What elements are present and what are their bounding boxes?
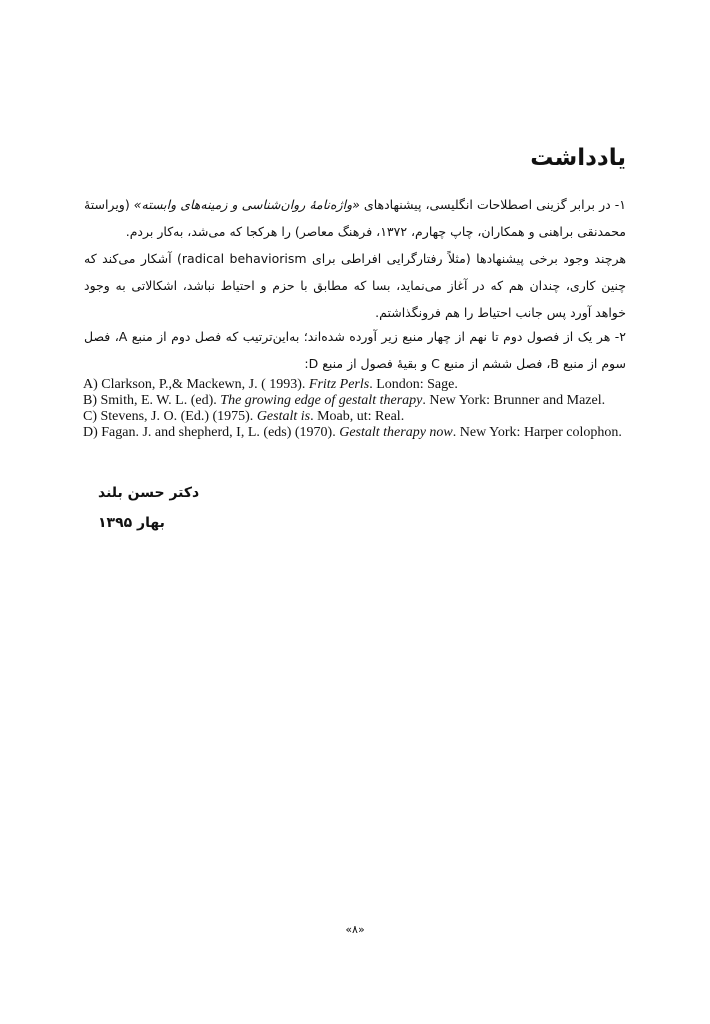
note-1-dictionary-title: «واژه‌نامهٔ روان‌شناسی و زمینه‌های وابسته» [133,197,360,212]
note-1-paragraph-2 [84,245,626,326]
reference-a-pre: A) Clarkson, P.,& Mackewn, J. ( 1993). [83,377,309,392]
reference-c-title: Gestalt is [256,409,311,424]
reference-c-pre: C) Stevens, J. O. (Ed.) (1975). [83,409,257,424]
reference-list [83,377,627,441]
page-number: «۸» [345,923,365,936]
reference-b-title: The growing edge of gestalt therapy [220,393,423,408]
note-2-paragraph: ۲- هر یک از فصول دوم تا نهم از چهار منبع زیر آورده شده‌اند؛ به‌این‌ترتیب که فصل دوم از منبع A، فصل سوم از منبع B، فصل ششم از منبع C و بقیهٔ فصول از منبع D: [84,329,626,371]
note-2 [84,323,626,377]
note-1 [84,191,626,326]
note-1-text-d: ) آشکار می‌کند که چنین کاری، چندان هم که در آغاز می‌نماید، بسا که مطابق با حزم و احتیاط نباشد، اشکالاتی به وجود خواهد آورد پس جانب احتیاط را هم فرونگذاشتم. [84,251,626,320]
reference-d-pre: D) Fagan. J. and shepherd, I, L. (eds) (1970). [83,425,340,440]
note-1-paragraph-1 [84,191,626,245]
note-1-text-c: هرچند وجود برخی پیشنهادها (مثلاً رفتارگرایی افراطی برای [306,251,627,266]
reference-c [83,409,627,425]
reference-d [83,425,627,441]
reference-a-post: . London: Sage. [369,377,458,392]
signature-date: بهار ۱۳۹۵ [98,515,165,531]
reference-d-title: Gestalt therapy now [339,425,453,440]
reference-d-post: . New York: Harper colophon. [452,425,622,440]
reference-b [83,393,627,409]
reference-b-pre: B) Smith, E. W. L. (ed). [83,393,221,408]
note-1-text-b: (ویراستهٔ محمدنقی براهنی و همکاران، چاپ چهارم، ۱۳۷۲، فرهنگ معاصر) را هرکجا که می‌شد، به‌کار بردم. [84,197,626,239]
note-1-english-term: radical behaviorism [181,251,307,266]
note-1-text-a: ۱- در برابر گزینی اصطلاحات انگلیسی، پیشنهادهای [359,197,626,212]
reference-a [83,377,627,393]
reference-a-title: Fritz Perls [308,377,370,392]
reference-c-post: . Moab, ut: Real. [310,409,405,424]
page-title: یادداشت [530,145,626,171]
reference-b-post: . New York: Brunner and Mazel. [422,393,606,408]
signature-name: دکتر حسن بلند [98,485,200,501]
